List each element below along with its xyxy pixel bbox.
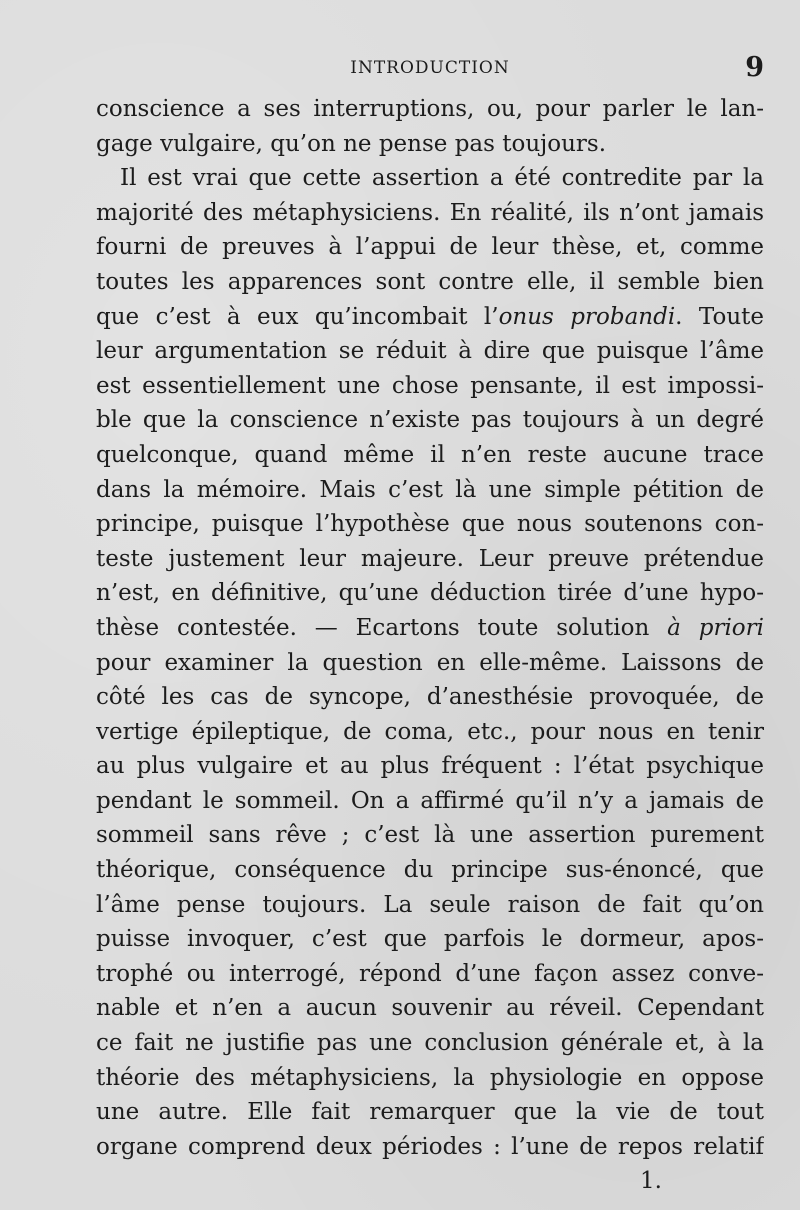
text-line-priori (96, 611, 764, 646)
text-line: gage vulgaire, qu’on ne pense pas toujours. (96, 130, 607, 157)
text-line: dans la mémoire. Mais c’est là une simple pétition de (96, 476, 764, 503)
text-segment: . Toute (675, 303, 764, 330)
text-line: nable et n’en a aucun souvenir au réveil. Cependant (96, 995, 764, 1022)
text-line: conscience a ses interruptions, ou, pour parler le lan- (96, 96, 764, 122)
text-line: fourni de preuves à l’appui de leur thèse, et, comme (96, 234, 764, 261)
text-line: l’âme pense toujours. La seule raison de fait qu’on (96, 891, 764, 918)
text-line: ce fait ne justifie pas une conclusion générale et, à la (96, 1030, 764, 1057)
body-text (96, 92, 764, 1164)
text-line: théorique, conséquence du principe sus-énoncé, que (96, 857, 764, 884)
text-line: Il est vrai que cette assertion a été contredite par la (120, 165, 764, 192)
text-line: quelconque, quand même il n’en reste aucune trace (96, 441, 764, 468)
text-line: principe, puisque l’hypothèse que nous soutenons con- (96, 511, 764, 538)
text-line: n’est, en définitive, qu’une déduction tirée d’une hypo- (96, 580, 764, 607)
signature-mark: 1. (640, 1168, 662, 1194)
italic-a-priori: à priori (667, 614, 764, 641)
text-line: une autre. Elle fait remarquer que la vie de tout (96, 1099, 764, 1126)
text-line: majorité des métaphysiciens. En réalité, ils n’ont jamais (96, 199, 764, 226)
text-line: est essentiellement une chose pensante, il est impossi- (96, 372, 764, 399)
text-line: toutes les apparences sont contre elle, il semble bien (96, 268, 764, 295)
text-line: pendant le sommeil. On a affirmé qu’il n’y a jamais de (96, 787, 764, 814)
text-line: leur argumentation se réduit à dire que puisque l’âme (96, 338, 764, 365)
running-title: INTRODUCTION (350, 58, 510, 78)
text-line: sommeil sans rêve ; c’est là une assertion purement (96, 822, 764, 849)
text-segment: thèse contestée. — Ecartons toute solution (96, 614, 668, 641)
text-line: trophé ou interrogé, répond d’une façon assez conve- (96, 960, 764, 987)
text-line: théorie des métaphysiciens, la physiologie en oppose (96, 1064, 764, 1091)
page-number: 9 (745, 52, 764, 83)
text-line: puisse invoquer, c’est que parfois le dormeur, apos- (96, 926, 764, 953)
text-line: teste justement leur majeure. Leur preuve prétendue (96, 545, 764, 572)
text-line: ble que la conscience n’existe pas toujours à un degré (96, 407, 764, 434)
text-line-onus (96, 300, 764, 335)
text-segment: que c’est à eux qu’incombait l’ (96, 303, 499, 330)
text-line: pour examiner la question en elle-même. Laissons de (96, 649, 764, 676)
text-line: organe comprend deux périodes : l’une de repos relatif (96, 1133, 764, 1160)
text-line: au plus vulgaire et au plus fréquent : l’état psychique (96, 753, 764, 780)
text-line: vertige épileptique, de coma, etc., pour nous en tenir (96, 718, 764, 745)
text-line: côté les cas de syncope, d’anesthésie provoquée, de (96, 684, 764, 711)
italic-onus-probandi: onus probandi (498, 303, 676, 330)
running-head (96, 52, 764, 88)
